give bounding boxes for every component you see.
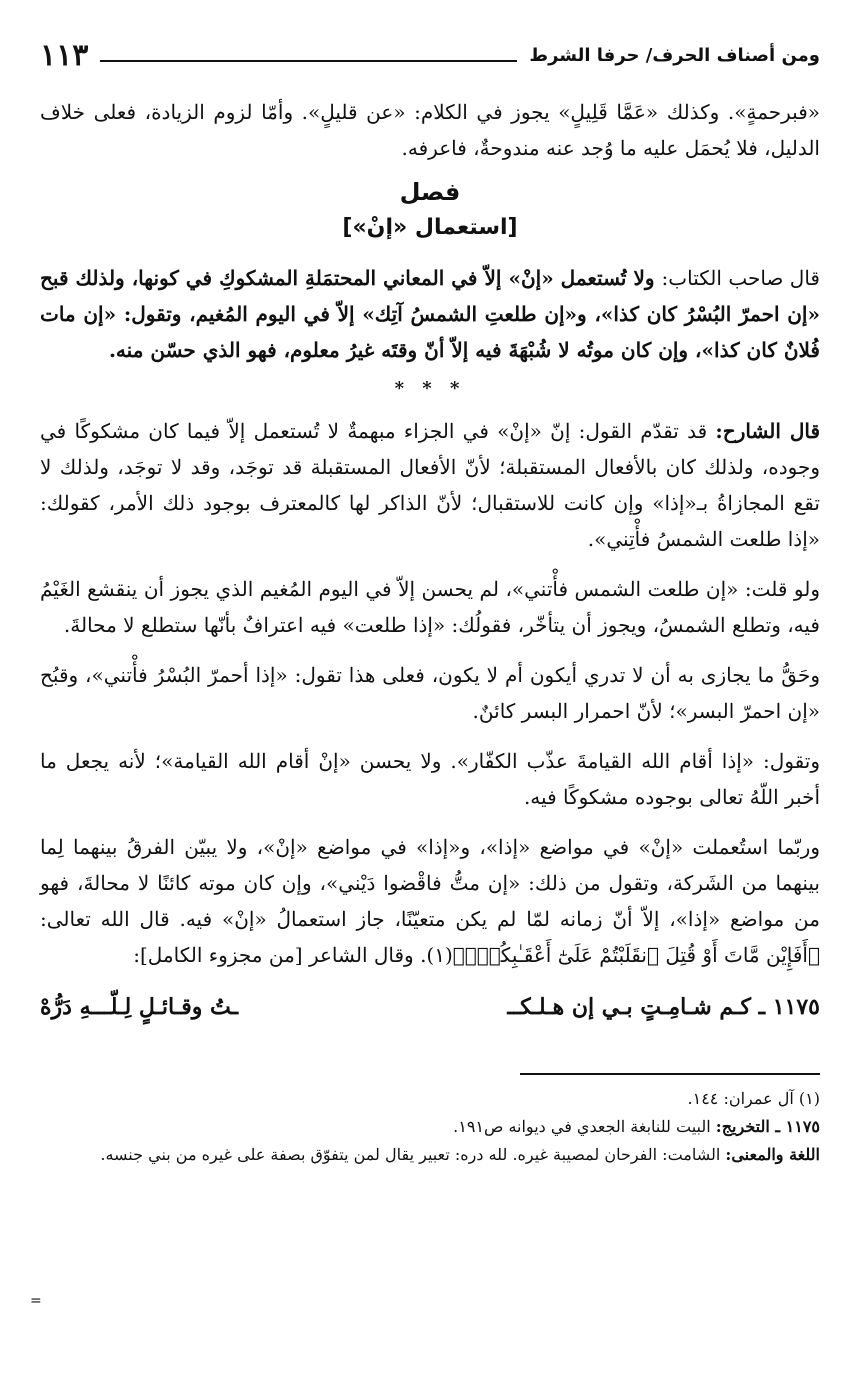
footnote-text: (١) آل عمران: ١٤٤. xyxy=(687,1089,820,1108)
sharh-paragraph: وربّما استُعملت «إنْ» في مواضع «إذا»، و«إذا» في مواضع «إنْ»، ولا يبيّن الفرقُ بينهما لِما بينهما من الشَركة، وتقول من ذلك: «إن متُّ فاقْضوا دَيْني»، وإن كان موته كائنًا لا محالةَ، فهو من مواضع «إذا»، إلاّ أنّ زمانه لمّا لم يكن متعيّنًا، جاز استعمالُ «إنْ» فيه. قال الله تعالى: ﴿أَفَإِيْن مَّاتَ أَوْ قُتِلَ ٱنقَلَبْتُمْ عَلَىٰٓ أَعْقَـٰبِكُمْۚ﴾(١). وقال الشاعر [من مجزوء الكامل]: xyxy=(40,835,820,967)
section-subtitle: [استعمال «إنْ»] xyxy=(342,215,518,240)
verse-first-hemistich: ١١٧٥ ـ كـم شـامِـتٍ بـي إن هـلـكــ xyxy=(507,994,820,1020)
matn-paragraph xyxy=(40,260,820,368)
matn-text: ولا تُستعمل «إنْ» إلاّ في المعاني المحتمَلةِ المشكوكِ في كونها، ولذلك قبح «إن احمرّ البُسْرُ كان كذا»، و«إن طلعتِ الشمسُ آتِك» إلاّ في اليوم المُغيم، وتقول: «إن مات فُلانٌ كان كذا»، وإن كان موتُه لا شُبْهَةَ فيه إلاّ أنّ وقتَه غيرُ معلوم، فهو الذي حسّن منه. xyxy=(40,266,820,362)
footnote xyxy=(40,1113,820,1141)
footnote-lead: اللغة والمعنى: xyxy=(725,1145,820,1164)
footnote-text: الشامت: الفرحان لمصيبة غيره. لله دره: تعبير يقال لمن يتفوّق بصفة على غيره من بني جنسه. xyxy=(100,1145,721,1164)
footnote xyxy=(40,1141,820,1169)
footnote-rule xyxy=(520,1073,820,1075)
header-rule xyxy=(100,60,517,62)
verse-second-hemistich: ـتُ وقـائـلٍ لِـلّـــهِ دَرُّهْ xyxy=(40,994,239,1020)
intro-paragraph: «فبرحمةٍ». وكذلك «عَمَّا قَلِيلٍ» يجوز في الكلام: «عن قليلٍ». وأمّا لزوم الزيادة، فعلى خلاف الدليل، فلا يُحمَل عليه ما وُجد عنه مندوحةٌ، فاعرفه. xyxy=(40,100,820,160)
page-number: ١١٣ xyxy=(40,37,89,73)
running-title: ومن أصناف الحرف/ حرفا الشرط xyxy=(529,44,820,66)
sharh-paragraph: وحَقُّ ما يجازى به أن لا تدري أيكون أم لا يكون، فعلى هذا تقول: «إذا أحمرّ البُسْرُ فأْتني»، وقبُح «إن احمرّ البسر»؛ لأنّ احمرار البسر كائنٌ. xyxy=(40,663,820,723)
matn-lead: قال صاحب الكتاب: xyxy=(661,266,820,290)
signature-mark: = xyxy=(30,1293,42,1309)
sharh-paragraph xyxy=(40,413,820,557)
sharh-paragraph: وتقول: «إذا أقام الله القيامةَ عذّب الكفّار». ولا يحسن «إنْ أقام الله القيامة»؛ لأنه يجعل ما أخبر اللّهُ تعالى بوجوده مشكوكًا فيه. xyxy=(40,749,820,809)
footnote-text: البيت للنابغة الجعدي في ديوانه ص١٩١. xyxy=(453,1117,711,1136)
footnote xyxy=(40,1085,820,1113)
poetry-verse xyxy=(40,987,820,1027)
separator-stars: * * * xyxy=(394,378,466,399)
sharh-text: قد تقدّم القول: إنّ «إنْ» في الجزاء مبهمةٌ لا تُستعمل إلاّ فيما كان مشكوكًا في وجوده، ولذلك كان بالأفعال المستقبلة؛ لأنّ الأفعال المستقبلة قد توجَد، وقد لا توجَد، ولذلك لا تقع المجازاةُ بـ«إذا» وإن كانت للاستقبال؛ لأنّ الذاكر لها كالمعترف بوجود ذلك الأمر، كقولك: «إذا طلعت الشمسُ فأْتِني». xyxy=(40,419,820,551)
footnote-lead: ١١٧٥ ـ التخريج: xyxy=(715,1117,820,1136)
sharh-paragraph: ولو قلت: «إن طلعت الشمس فأْتني»، لم يحسن إلاّ في اليوم المُغيم الذي يجوز أن ينقشع الغَيْمُ فيه، وتطلع الشمسُ، ويجوز أن يتأخّر، فقولُك: «إذا طلعت» فيه اعترافٌ بأنّها ستطلع لا محالةَ. xyxy=(40,577,820,637)
book-page xyxy=(40,30,820,1169)
page-header xyxy=(40,30,820,80)
sharh-lead: قال الشارح: xyxy=(715,419,821,443)
section-title: فصل xyxy=(399,178,461,206)
